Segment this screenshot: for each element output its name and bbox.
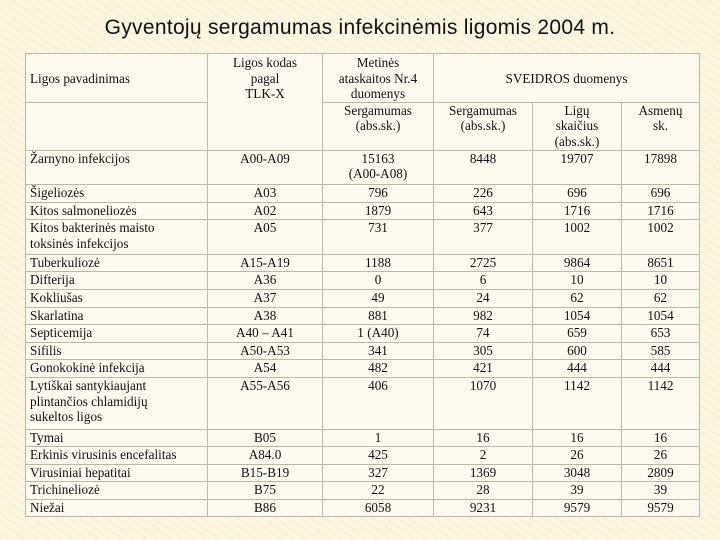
row-annual: 731	[323, 220, 434, 255]
row-persons: 696	[622, 185, 700, 203]
row-persons: 39	[622, 482, 700, 500]
table-row	[26, 202, 700, 220]
table-row	[26, 429, 700, 447]
table-row	[26, 482, 700, 500]
header-name-spacer	[26, 102, 208, 150]
row-persons: 1002	[622, 220, 700, 255]
row-code: A05	[208, 220, 323, 255]
row-name: Kitos salmoneliozės	[26, 202, 208, 220]
row-persons: 585	[622, 342, 700, 360]
row-code: A03	[208, 185, 323, 203]
row-name: Gonokokinė infekcija	[26, 360, 208, 378]
page-title: Gyventojų sergamumas infekcinėmis ligomis 2004 m.	[104, 16, 616, 39]
table-row	[26, 289, 700, 307]
table-row	[26, 464, 700, 482]
row-code: B15-B19	[208, 464, 323, 482]
row-sveidra-incidence: 305	[434, 342, 533, 360]
row-cases: 62	[533, 289, 622, 307]
row-persons: 10	[622, 272, 700, 290]
row-name: Žarnyno infekcijos	[26, 150, 208, 185]
row-annual: 796	[323, 185, 434, 203]
row-sveidra-incidence: 2725	[434, 254, 533, 272]
row-cases: 16	[533, 429, 622, 447]
row-annual: 327	[323, 464, 434, 482]
table-row	[26, 377, 700, 429]
row-name: Kokliušas	[26, 289, 208, 307]
row-cases: 600	[533, 342, 622, 360]
row-code: B75	[208, 482, 323, 500]
row-name: Sifilis	[26, 342, 208, 360]
row-annual: 0	[323, 272, 434, 290]
row-persons: 1142	[622, 377, 700, 429]
row-annual: 881	[323, 307, 434, 325]
row-sveidra-incidence: 643	[434, 202, 533, 220]
row-persons: 1716	[622, 202, 700, 220]
table-row	[26, 220, 700, 255]
row-cases: 1142	[533, 377, 622, 429]
row-sveidra-incidence: 24	[434, 289, 533, 307]
row-sveidra-incidence: 1070	[434, 377, 533, 429]
row-code: B86	[208, 499, 323, 517]
row-code: A40 – A41	[208, 325, 323, 343]
table-row	[26, 342, 700, 360]
row-code: A15-A19	[208, 254, 323, 272]
row-annual: 341	[323, 342, 434, 360]
table-row	[26, 325, 700, 343]
row-code: A55-A56	[208, 377, 323, 429]
row-cases: 1054	[533, 307, 622, 325]
header-cases: Ligų skaičius (abs.sk.)	[533, 102, 622, 150]
row-persons: 62	[622, 289, 700, 307]
row-annual: 22	[323, 482, 434, 500]
row-name: Lytiškai santykiaujant plintančios chlamidijų sukeltos ligos	[26, 377, 208, 429]
row-code: A54	[208, 360, 323, 378]
row-persons: 26	[622, 447, 700, 465]
row-name: Tymai	[26, 429, 208, 447]
row-code: A36	[208, 272, 323, 290]
row-cases: 444	[533, 360, 622, 378]
disease-table	[25, 53, 700, 517]
row-name: Erkinis virusinis encefalitas	[26, 447, 208, 465]
row-annual: 15163 (A00-A08)	[323, 150, 434, 185]
row-code: A02	[208, 202, 323, 220]
header-disease-name-text: Ligos pavadinimas	[30, 70, 130, 86]
row-code: A00-A09	[208, 150, 323, 185]
row-sveidra-incidence: 9231	[434, 499, 533, 517]
row-sveidra-incidence: 982	[434, 307, 533, 325]
row-cases: 1002	[533, 220, 622, 255]
row-sveidra-incidence: 74	[434, 325, 533, 343]
row-name: Šigeliozės	[26, 185, 208, 203]
row-cases: 10	[533, 272, 622, 290]
row-cases: 9579	[533, 499, 622, 517]
row-persons: 8651	[622, 254, 700, 272]
row-sveidra-incidence: 2	[434, 447, 533, 465]
row-sveidra-incidence: 8448	[434, 150, 533, 185]
row-annual: 1 (A40)	[323, 325, 434, 343]
table-row	[26, 499, 700, 517]
row-persons: 9579	[622, 499, 700, 517]
row-cases: 26	[533, 447, 622, 465]
row-code: A50-A53	[208, 342, 323, 360]
row-code: A38	[208, 307, 323, 325]
row-annual: 49	[323, 289, 434, 307]
row-sveidra-incidence: 16	[434, 429, 533, 447]
row-annual: 1879	[323, 202, 434, 220]
header-sveidra: SVEIDROS duomenys	[434, 54, 700, 103]
row-persons: 444	[622, 360, 700, 378]
row-sveidra-incidence: 6	[434, 272, 533, 290]
row-cases: 19707	[533, 150, 622, 185]
row-name: Niežai	[26, 499, 208, 517]
row-sveidra-incidence: 421	[434, 360, 533, 378]
table-row	[26, 254, 700, 272]
table-row	[26, 272, 700, 290]
row-cases: 3048	[533, 464, 622, 482]
row-name: Trichineliozė	[26, 482, 208, 500]
row-sveidra-incidence: 226	[434, 185, 533, 203]
row-code: B05	[208, 429, 323, 447]
row-name: Tuberkuliozė	[26, 254, 208, 272]
row-sveidra-incidence: 377	[434, 220, 533, 255]
row-cases: 659	[533, 325, 622, 343]
table-row	[26, 185, 700, 203]
header-annual-incidence: Sergamumas (abs.sk.)	[323, 102, 434, 150]
row-persons: 2809	[622, 464, 700, 482]
table-row	[26, 150, 700, 185]
row-code: A37	[208, 289, 323, 307]
row-annual: 406	[323, 377, 434, 429]
row-annual: 482	[323, 360, 434, 378]
row-persons: 17898	[622, 150, 700, 185]
row-persons: 1054	[622, 307, 700, 325]
table-row	[26, 307, 700, 325]
header-code: Ligos kodas pagal TLK-X	[208, 54, 323, 151]
row-sveidra-incidence: 1369	[434, 464, 533, 482]
row-name: Virusiniai hepatitai	[26, 464, 208, 482]
row-cases: 39	[533, 482, 622, 500]
row-cases: 9864	[533, 254, 622, 272]
row-annual: 6058	[323, 499, 434, 517]
row-code: A84.0	[208, 447, 323, 465]
row-cases: 696	[533, 185, 622, 203]
table-row	[26, 447, 700, 465]
row-name: Difterija	[26, 272, 208, 290]
row-annual: 425	[323, 447, 434, 465]
row-annual: 1	[323, 429, 434, 447]
row-persons: 16	[622, 429, 700, 447]
row-persons: 653	[622, 325, 700, 343]
row-sveidra-incidence: 28	[434, 482, 533, 500]
header-persons: Asmenų sk.	[622, 102, 700, 150]
header-annual-report: Metinės ataskaitos Nr.4 duomenys	[323, 54, 434, 103]
row-name: Skarlatina	[26, 307, 208, 325]
row-cases: 1716	[533, 202, 622, 220]
row-annual: 1188	[323, 254, 434, 272]
row-name: Septicemija	[26, 325, 208, 343]
row-name: Kitos bakterinės maisto toksinės infekcijos	[26, 220, 208, 255]
table-row	[26, 360, 700, 378]
header-disease-name	[26, 54, 208, 103]
header-sveidra-incidence: Sergamumas (abs.sk.)	[434, 102, 533, 150]
